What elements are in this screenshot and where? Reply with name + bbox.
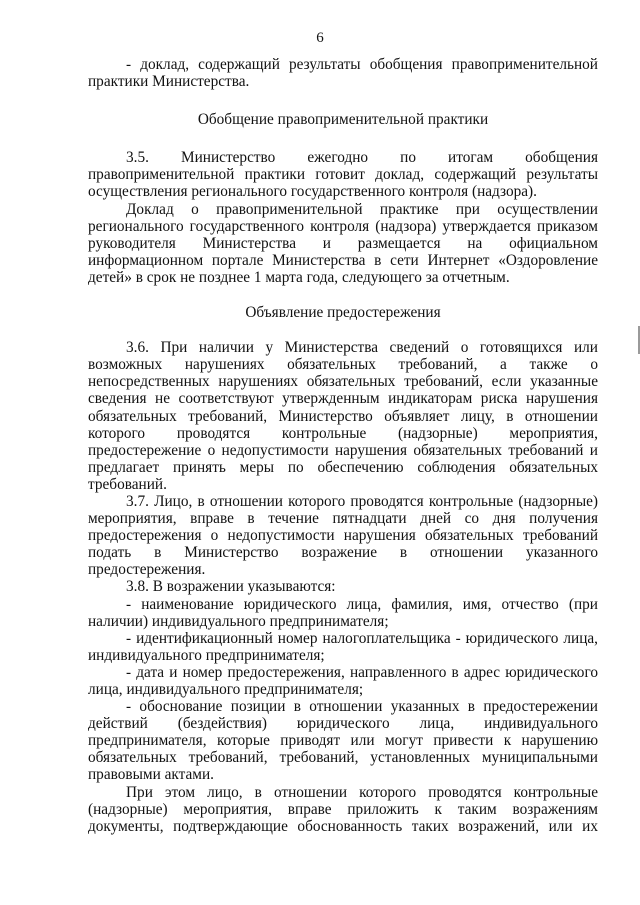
- list-item-date-number: - дата и номер предостережения, направленного в адрес юридического лица, индивидуального предпринимателя;: [88, 663, 598, 698]
- paragraph-3-6: 3.6. При наличии у Министерства сведений о готовящихся или возможных нарушениях обязательных требований, а также о непосредственных нарушениях обязательных требований, если указанные сведения не соответствуют утвержденным индикаторам риска нарушения обязательных требований, Министерство объявляет лицу, в отношении которого проводятся контрольные (надзорные) мероприятия, предостережение о недопустимости нарушения обязательных требований и предлагает принять меры по обеспечению соблюдения обязательных требований.: [88, 339, 598, 493]
- list-item-name: - наименование юридического лица, фамилия, имя, отчество (при наличии) индивидуального предпринимателя;: [88, 595, 598, 630]
- paragraph-3-5: 3.5. Министерство ежегодно по итогам обобщения правоприменительной практики готовит доклад, содержащий результаты осуществления регионального государственного контроля (надзора).: [88, 149, 598, 201]
- paragraph-report-approval: Доклад о правоприменительной практике при осуществлении регионального государственного контроля (надзора) утверждается приказом руководителя Министерства и размещается на официальном информационном портале Министерства в сети Интернет «Оздоровление детей» в срок не позднее 1 марта года, следующего за отчетным.: [88, 200, 598, 286]
- paragraph-3-8: 3.8. В возражении указываются:: [126, 578, 336, 596]
- paragraph-3-7: 3.7. Лицо, в отношении которого проводятся контрольные (надзорные) мероприятия, вправе в течение пятнадцати дней со дня получения предостережения о недопустимости нарушения обязательных требований подать в Министерство возражение в отношении указанного предостережения.: [88, 492, 598, 579]
- page-number: 6: [316, 30, 324, 46]
- list-item-inn: - идентификационный номер налогоплательщика - юридического лица, индивидуального предпринимателя;: [88, 629, 598, 664]
- section-heading-practice-generalization: Обобщение правоприменительной практики: [197, 111, 489, 129]
- paragraph-report-item: - доклад, содержащий результаты обобщения правоприменительной практики Министерства.: [88, 56, 598, 91]
- list-item-justification: - обоснование позиции в отношении указанных в предостережении действий (бездействия) юридического лица, индивидуального предпринимателя, которые приводят или могут привести к нарушению обязательных требований, требований, установленных муниципальными правовыми актами.: [88, 698, 598, 784]
- document-body: [88, 56, 598, 835]
- paragraph-attachments: При этом лицо, в отношении которого проводятся контрольные (надзорные) мероприятия, вправе приложить к таким возражениям документы, подтверждающие обоснованность таких возражений, или их: [88, 783, 598, 835]
- section-heading-warning: Объявление предостережения: [245, 304, 441, 322]
